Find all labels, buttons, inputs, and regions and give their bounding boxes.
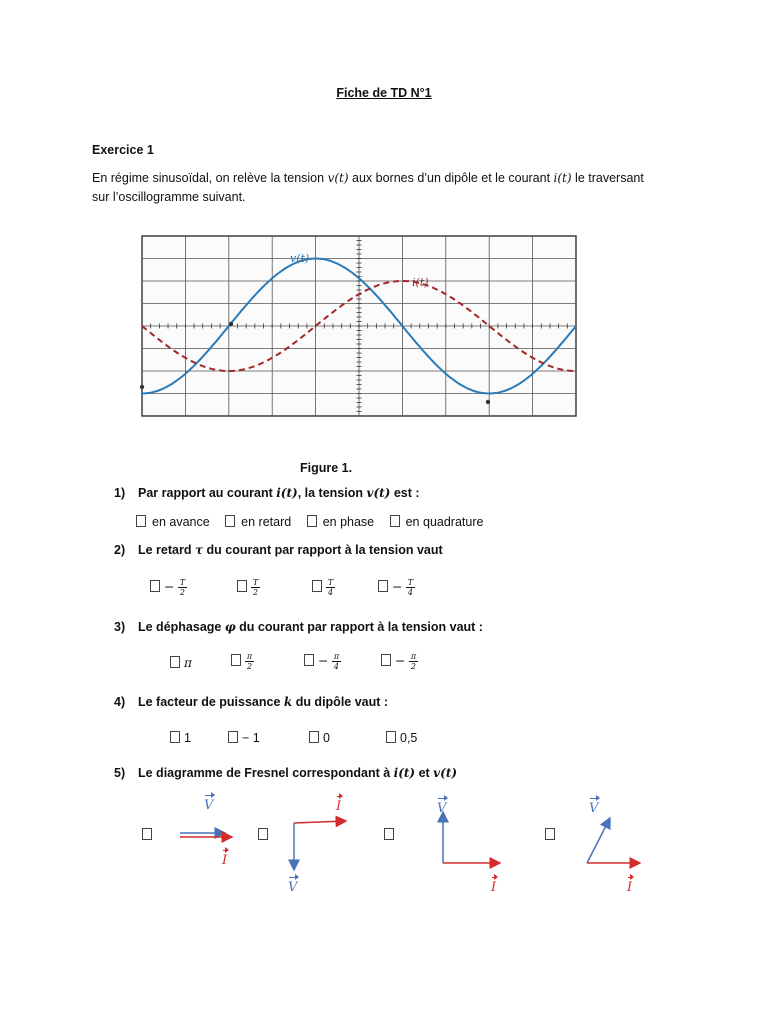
fresnel-option-3 [443,812,500,863]
q4-option-3[interactable]: 0 [309,731,330,745]
fresnel-3-label-v: V [437,801,447,816]
q2-option-4[interactable]: − $\frac{T}{4}$ [378,578,415,597]
q4-option-4[interactable]: 0,5 [386,731,417,745]
q2-option-3[interactable]: $\frac{T}{4}$ [312,578,335,597]
q2-option-1[interactable]: − $\frac{T}{2}$ [150,578,187,597]
question-2: 2) Le retard τ du courant par rapport à la tension vaut [114,543,443,557]
q3-option-2[interactable]: $\frac{\pi}{2}$ [231,652,254,671]
fresnel-4-label-i: I [627,880,633,895]
q3-option-4[interactable]: − $\frac{\pi}{2}$ [381,652,418,671]
marker-zero-crossing [229,322,233,326]
v-symbol: v(t) [327,171,349,185]
oscillogram-chart [136,232,582,432]
question-1-options [136,515,495,529]
fresnel-2-label-i: I [336,799,342,814]
checkbox[interactable] [136,515,146,527]
option-en-avance[interactable]: en avance [136,515,210,529]
option-en-phase[interactable]: en phase [307,515,374,529]
marker-origin [140,385,144,389]
checkbox[interactable] [225,515,235,527]
marker-minimum [486,400,490,404]
page-title: Fiche de TD N°1 [336,86,432,100]
checkbox[interactable] [390,515,400,527]
figure-caption: Figure 1. [300,461,353,475]
exercise-title: Exercice 1 [92,143,154,157]
option-en-quadrature[interactable]: en quadrature [390,515,484,529]
fresnel-diagrams [0,790,768,910]
q4-option-2[interactable]: − 1 [228,731,260,745]
question-3: 3) Le déphasage φ du courant par rapport à la tension vaut : [114,620,483,634]
fresnel-1-label-v: V [204,798,214,813]
fresnel-option-4 [587,818,640,863]
checkbox[interactable] [307,515,317,527]
fresnel-2-label-v: V [288,880,298,895]
question-4: 4) Le facteur de puissance k du dipôle vaut : [114,695,389,709]
q2-option-2[interactable]: $\frac{T}{2}$ [237,578,260,597]
i-symbol: i(t) [553,171,572,185]
fresnel-1-label-i: I [222,853,228,868]
option-en-retard[interactable]: en retard [225,515,291,529]
question-5: 5) Le diagramme de Fresnel correspondant à i(t) et v(t) [114,766,458,780]
fresnel-option-1 [180,833,232,837]
exercise-intro: En régime sinusoïdal, on relève la tension v(t) aux bornes d’un dipôle et le courant i(t) le traversant sur l’oscillogramme suivant. [92,171,644,204]
fresnel-3-label-i: I [491,880,497,895]
question-1: 1) Par rapport au courant i(t), la tension v(t) est : [114,486,420,500]
label-v: v(t) [290,252,310,265]
q3-option-3[interactable]: − $\frac{\pi}{4}$ [304,652,341,671]
q3-option-1[interactable]: π [170,656,192,670]
fresnel-4-label-v: V [589,801,599,816]
fresnel-option-2 [294,821,346,870]
q4-option-1[interactable]: 1 [170,731,191,745]
label-i: i(t) [412,276,429,289]
